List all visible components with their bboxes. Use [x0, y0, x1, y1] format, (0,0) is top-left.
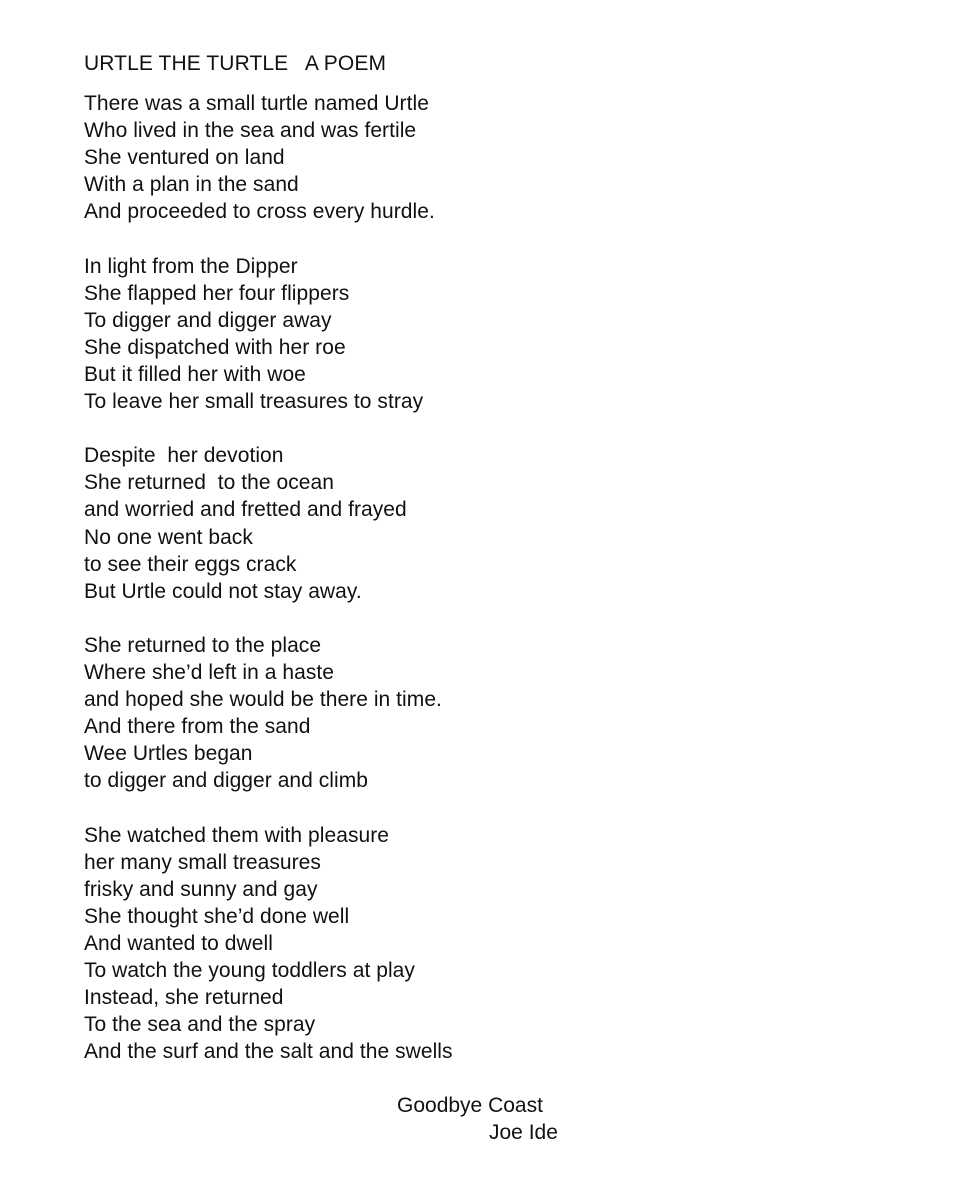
poem-line: Where she’d left in a haste — [84, 660, 334, 684]
poem-title: URTLE THE TURTLE A POEM — [84, 52, 387, 75]
poem-line: Who lived in the sea and was fertile — [84, 119, 417, 143]
poem-line: and hoped she would be there in time. — [84, 688, 442, 712]
poem-line: to digger and digger and climb — [84, 769, 369, 793]
poem-line: There was a small turtle named Urtle — [84, 92, 429, 115]
poem-line: to see their eggs crack — [84, 552, 297, 576]
signature-author: Joe Ide — [489, 1121, 558, 1144]
poem-line: She returned to the place — [84, 633, 322, 657]
poem-line: But Urtle could not stay away. — [84, 579, 362, 603]
poem-line: To digger and digger away — [84, 308, 332, 332]
poem-line: Instead, she returned — [84, 986, 284, 1010]
poem-line: To watch the young toddlers at play — [84, 959, 415, 982]
poem-line: her many small treasures — [84, 850, 321, 874]
poem-line: And wanted to dwell — [84, 931, 273, 955]
stanza-5 — [84, 822, 453, 1066]
poem-line: and worried and fretted and frayed — [84, 498, 407, 522]
stanza-2 — [84, 253, 453, 416]
stanza-4 — [84, 632, 453, 795]
poem-line: Wee Urtles began — [84, 742, 253, 766]
signature-book-title: Goodbye Coast — [397, 1094, 543, 1117]
poem-line: frisky and sunny and gay — [84, 877, 318, 901]
poem-line: She flapped her four flippers — [84, 281, 350, 305]
poem-line: With a plan in the sand — [84, 173, 299, 197]
poem-line: No one went back — [84, 525, 253, 549]
poem-line: And the surf and the salt and the swells — [84, 1040, 453, 1064]
stanza-1 — [84, 90, 453, 225]
poem-line: She ventured on land — [84, 146, 285, 170]
poem-line: In light from the Dipper — [84, 254, 298, 278]
poem-line: To the sea and the spray — [84, 1013, 316, 1037]
poem-line: But it filled her with woe — [84, 362, 306, 386]
poem-line: She thought she’d done well — [84, 904, 350, 928]
poem-line: Despite her devotion — [84, 444, 284, 468]
poem-line: She watched them with pleasure — [84, 823, 390, 847]
poem-line: She returned to the ocean — [84, 471, 334, 495]
poem-line: To leave her small treasures to stray — [84, 390, 424, 414]
stanza-3 — [84, 442, 453, 605]
poem-line: And there from the sand — [84, 715, 311, 739]
poem-body — [84, 90, 453, 1092]
poem-line: She dispatched with her roe — [84, 335, 346, 359]
poem-line: And proceeded to cross every hurdle. — [84, 200, 435, 224]
